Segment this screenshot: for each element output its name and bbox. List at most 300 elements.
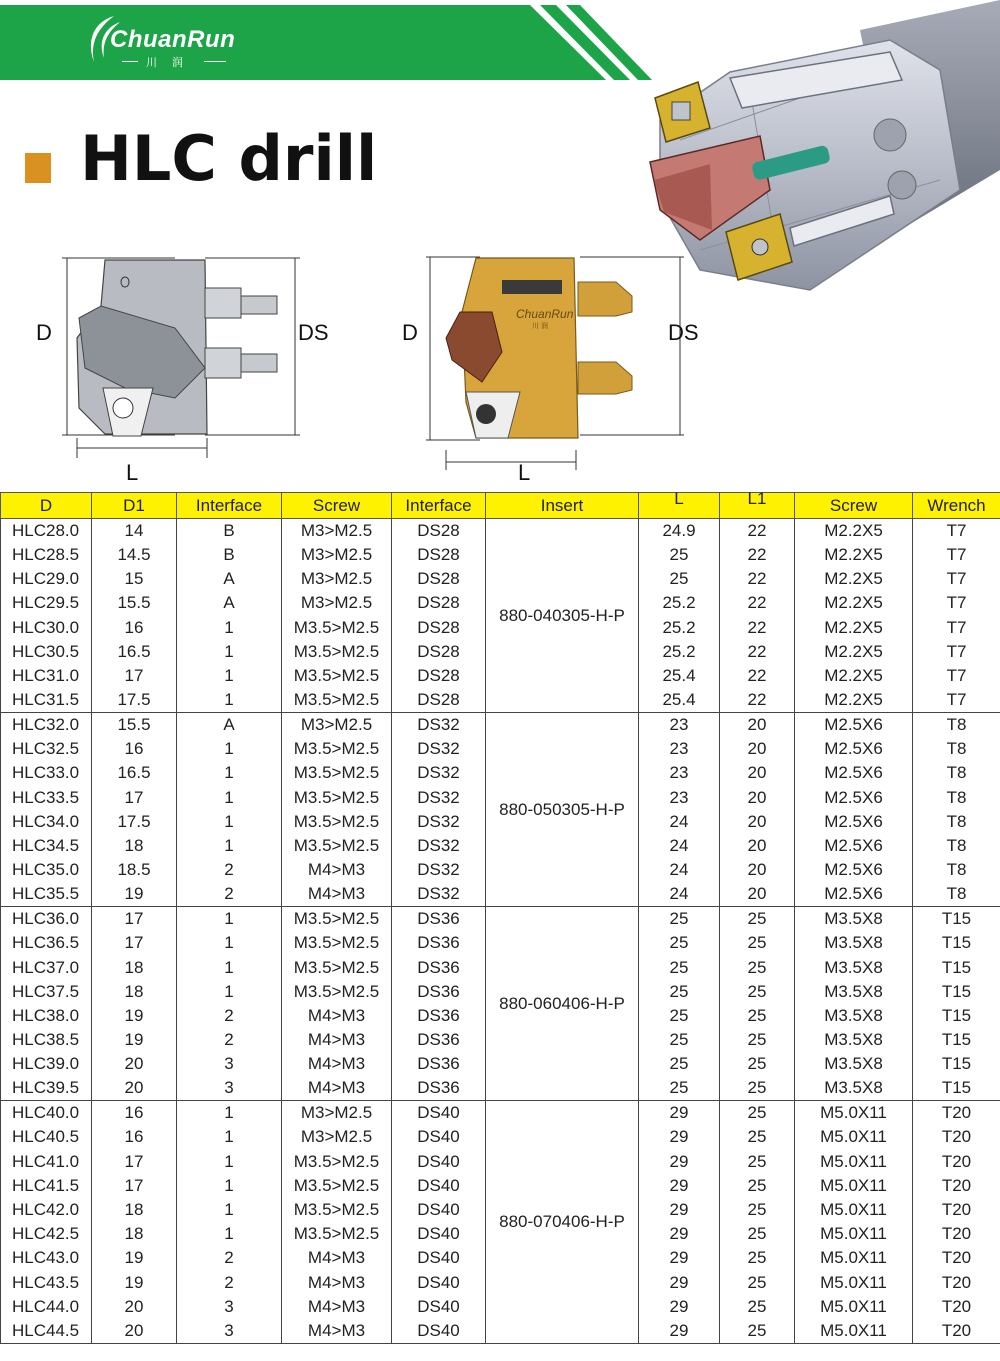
cell-interface: A (177, 567, 282, 591)
cell-wrench: T20 (913, 1222, 1000, 1246)
col-header-l: L (639, 493, 720, 519)
right-ds-label: DS (668, 320, 699, 345)
cell-d: HLC34.5 (1, 834, 92, 858)
cell-wrench: T7 (913, 567, 1000, 591)
brand-name: ChuanRun (110, 26, 236, 53)
cell-interface-ds: DS36 (392, 1076, 486, 1101)
cell-interface: 2 (177, 1004, 282, 1028)
cell-l: 25.4 (639, 688, 720, 713)
cell-l1: 25 (720, 1150, 795, 1174)
cell-d1: 18 (92, 1198, 177, 1222)
cell-wrench: T7 (913, 664, 1000, 688)
cell-d1: 17 (92, 1150, 177, 1174)
cell-interface: 1 (177, 640, 282, 664)
cell-d1: 19 (92, 882, 177, 907)
cell-l: 29 (639, 1271, 720, 1295)
cell-wrench: T7 (913, 591, 1000, 615)
cell-screw: M3>M2.5 (282, 543, 392, 567)
cell-d: HLC33.0 (1, 761, 92, 785)
cell-interface: 1 (177, 1125, 282, 1149)
cell-d: HLC30.0 (1, 616, 92, 640)
cell-d1: 17.5 (92, 688, 177, 713)
cell-d1: 19 (92, 1271, 177, 1295)
cell-interface-ds: DS28 (392, 543, 486, 567)
cell-insert: 880-050305-H-P (486, 713, 639, 907)
cell-d: HLC37.5 (1, 980, 92, 1004)
cell-interface: 3 (177, 1295, 282, 1319)
cell-insert-screw: M2.2X5 (795, 664, 913, 688)
cell-interface: 1 (177, 664, 282, 688)
cell-d: HLC34.0 (1, 810, 92, 834)
col-header-d1: D1 (92, 493, 177, 519)
table-row (1, 1101, 1000, 1126)
cell-screw: M3.5>M2.5 (282, 1198, 392, 1222)
cell-interface-ds: DS36 (392, 907, 486, 932)
cell-d1: 19 (92, 1246, 177, 1270)
cell-d1: 15.5 (92, 713, 177, 738)
cell-interface-ds: DS32 (392, 737, 486, 761)
table-body (1, 519, 1000, 1344)
cell-l: 23 (639, 737, 720, 761)
cell-d: HLC31.5 (1, 688, 92, 713)
cell-l1: 22 (720, 688, 795, 713)
cell-wrench: T8 (913, 834, 1000, 858)
cell-d: HLC40.0 (1, 1101, 92, 1126)
cell-wrench: T15 (913, 931, 1000, 955)
cell-screw: M3.5>M2.5 (282, 688, 392, 713)
cell-interface-ds: DS40 (392, 1222, 486, 1246)
cell-l1: 20 (720, 858, 795, 882)
cell-wrench: T20 (913, 1246, 1000, 1270)
title-bullet (25, 153, 51, 183)
cell-l: 25 (639, 980, 720, 1004)
cell-insert: 880-060406-H-P (486, 907, 639, 1101)
cell-l: 23 (639, 713, 720, 738)
right-d-label: D (402, 320, 418, 345)
cell-d: HLC28.0 (1, 519, 92, 544)
cell-interface-ds: DS40 (392, 1101, 486, 1126)
gold-logo-text: ChuanRun (516, 307, 574, 321)
cell-l: 24.9 (639, 519, 720, 544)
cell-wrench: T15 (913, 980, 1000, 1004)
col-header-d: D (1, 493, 92, 519)
cell-d1: 17.5 (92, 810, 177, 834)
cell-l1: 22 (720, 616, 795, 640)
cell-wrench: T15 (913, 1076, 1000, 1101)
cell-wrench: T20 (913, 1174, 1000, 1198)
cell-l1: 25 (720, 1004, 795, 1028)
cell-screw: M3.5>M2.5 (282, 1150, 392, 1174)
logo-rule-right (204, 61, 226, 62)
cell-interface: A (177, 591, 282, 615)
left-l-label: L (126, 460, 139, 485)
cell-interface-ds: DS32 (392, 834, 486, 858)
spec-table (0, 489, 1000, 1344)
cell-screw: M3>M2.5 (282, 519, 392, 544)
col-header-interface: Interface (177, 493, 282, 519)
cell-l1: 25 (720, 1246, 795, 1270)
cell-d: HLC35.5 (1, 882, 92, 907)
cell-l1: 25 (720, 1028, 795, 1052)
cell-wrench: T8 (913, 882, 1000, 907)
cell-wrench: T7 (913, 519, 1000, 544)
cell-interface-ds: DS28 (392, 519, 486, 544)
page-title: HLC drill (80, 122, 378, 195)
cell-l1: 25 (720, 1174, 795, 1198)
cell-screw: M3.5>M2.5 (282, 931, 392, 955)
cell-wrench: T15 (913, 907, 1000, 932)
cell-interface-ds: DS36 (392, 980, 486, 1004)
cell-interface-ds: DS28 (392, 664, 486, 688)
cell-l1: 22 (720, 640, 795, 664)
cell-d1: 19 (92, 1028, 177, 1052)
cell-wrench: T7 (913, 688, 1000, 713)
col-header-wrench: Wrench (913, 493, 1000, 519)
cell-insert-screw: M2.2X5 (795, 567, 913, 591)
cell-interface: 1 (177, 616, 282, 640)
cell-l: 29 (639, 1174, 720, 1198)
cell-l1: 25 (720, 1222, 795, 1246)
cell-interface-ds: DS40 (392, 1198, 486, 1222)
cell-insert-screw: M2.2X5 (795, 640, 913, 664)
cell-l: 25 (639, 567, 720, 591)
cell-l: 29 (639, 1295, 720, 1319)
cell-d: HLC39.5 (1, 1076, 92, 1101)
cell-screw: M3.5>M2.5 (282, 955, 392, 979)
brand-subtitle: 川 润 (146, 57, 190, 69)
cell-screw: M4>M3 (282, 1319, 392, 1344)
cell-wrench: T20 (913, 1295, 1000, 1319)
cell-insert-screw: M2.5X6 (795, 786, 913, 810)
cell-d1: 18 (92, 1222, 177, 1246)
cell-d1: 16.5 (92, 640, 177, 664)
cell-d1: 16 (92, 737, 177, 761)
cell-screw: M4>M3 (282, 1246, 392, 1270)
cell-screw: M4>M3 (282, 882, 392, 907)
cell-screw: M3.5>M2.5 (282, 761, 392, 785)
cell-l1: 22 (720, 567, 795, 591)
table-header-row (1, 493, 1000, 519)
cell-d1: 16 (92, 1125, 177, 1149)
drill-head-gold-drawing (420, 252, 690, 474)
cell-d: HLC31.0 (1, 664, 92, 688)
cell-l: 25 (639, 1004, 720, 1028)
cell-d1: 17 (92, 664, 177, 688)
cell-interface-ds: DS28 (392, 640, 486, 664)
cell-insert-screw: M5.0X11 (795, 1125, 913, 1149)
cell-d: HLC43.5 (1, 1271, 92, 1295)
cell-d: HLC44.5 (1, 1319, 92, 1344)
cell-l: 25 (639, 1052, 720, 1076)
cell-l: 29 (639, 1150, 720, 1174)
cell-l1: 25 (720, 1319, 795, 1344)
cell-screw: M3>M2.5 (282, 713, 392, 738)
cell-l: 25.4 (639, 664, 720, 688)
cell-l1: 22 (720, 591, 795, 615)
cell-interface: 2 (177, 1246, 282, 1270)
cell-l: 29 (639, 1198, 720, 1222)
cell-interface-ds: DS28 (392, 591, 486, 615)
cell-interface: B (177, 519, 282, 544)
cell-l: 24 (639, 834, 720, 858)
cell-d1: 18 (92, 834, 177, 858)
cell-interface: 1 (177, 737, 282, 761)
cell-screw: M3>M2.5 (282, 591, 392, 615)
cell-l1: 25 (720, 1295, 795, 1319)
cell-interface: 1 (177, 761, 282, 785)
cell-interface-ds: DS40 (392, 1125, 486, 1149)
cell-insert-screw: M5.0X11 (795, 1174, 913, 1198)
cell-d1: 20 (92, 1295, 177, 1319)
cell-d: HLC38.5 (1, 1028, 92, 1052)
cell-d1: 17 (92, 1174, 177, 1198)
cell-l: 29 (639, 1246, 720, 1270)
cell-screw: M3.5>M2.5 (282, 1222, 392, 1246)
cell-interface: 1 (177, 1222, 282, 1246)
cell-wrench: T7 (913, 543, 1000, 567)
cell-screw: M3.5>M2.5 (282, 786, 392, 810)
cell-interface-ds: DS32 (392, 858, 486, 882)
cell-screw: M4>M3 (282, 1295, 392, 1319)
cell-interface: 1 (177, 1101, 282, 1126)
cell-l1: 20 (720, 761, 795, 785)
cell-interface-ds: DS28 (392, 688, 486, 713)
left-ds-label: DS (298, 320, 329, 345)
cell-interface-ds: DS40 (392, 1271, 486, 1295)
cell-interface: 1 (177, 786, 282, 810)
cell-insert-screw: M2.2X5 (795, 616, 913, 640)
cell-insert-screw: M5.0X11 (795, 1101, 913, 1126)
cell-l: 23 (639, 786, 720, 810)
cell-l1: 25 (720, 980, 795, 1004)
cell-interface: 1 (177, 1174, 282, 1198)
cell-insert-screw: M3.5X8 (795, 907, 913, 932)
cell-insert-screw: M2.2X5 (795, 591, 913, 615)
cell-screw: M4>M3 (282, 1004, 392, 1028)
cell-l: 25.2 (639, 616, 720, 640)
cell-l: 25 (639, 543, 720, 567)
cell-interface: 1 (177, 907, 282, 932)
cell-screw: M4>M3 (282, 1271, 392, 1295)
cell-d1: 15 (92, 567, 177, 591)
cell-screw: M4>M3 (282, 1028, 392, 1052)
cell-interface-ds: DS36 (392, 931, 486, 955)
cell-wrench: T8 (913, 713, 1000, 738)
cell-l: 29 (639, 1125, 720, 1149)
cell-d: HLC28.5 (1, 543, 92, 567)
cell-l: 29 (639, 1101, 720, 1126)
cell-screw: M3>M2.5 (282, 1125, 392, 1149)
cell-interface: 1 (177, 980, 282, 1004)
cell-l1: 20 (720, 882, 795, 907)
cell-interface-ds: DS32 (392, 786, 486, 810)
cell-interface: 3 (177, 1052, 282, 1076)
cell-l1: 25 (720, 907, 795, 932)
cell-l1: 20 (720, 713, 795, 738)
cell-l: 25 (639, 931, 720, 955)
cell-d1: 19 (92, 1004, 177, 1028)
cell-l1: 25 (720, 1052, 795, 1076)
cell-insert-screw: M3.5X8 (795, 1004, 913, 1028)
gold-logo-subtext: 川 润 (532, 323, 548, 330)
cell-d1: 20 (92, 1052, 177, 1076)
cell-insert-screw: M2.2X5 (795, 688, 913, 713)
cell-wrench: T8 (913, 737, 1000, 761)
cell-insert-screw: M5.0X11 (795, 1150, 913, 1174)
cell-d1: 20 (92, 1319, 177, 1344)
col-header-insert: Insert (486, 493, 639, 519)
cell-l1: 22 (720, 664, 795, 688)
cell-d: HLC41.0 (1, 1150, 92, 1174)
cell-interface: 1 (177, 688, 282, 713)
cell-screw: M3.5>M2.5 (282, 1174, 392, 1198)
cell-insert: 880-040305-H-P (486, 519, 639, 713)
cell-wrench: T8 (913, 761, 1000, 785)
cell-screw: M4>M3 (282, 1052, 392, 1076)
cell-interface: 1 (177, 834, 282, 858)
cell-screw: M3.5>M2.5 (282, 664, 392, 688)
cell-l: 25 (639, 907, 720, 932)
cell-insert-screw: M3.5X8 (795, 1076, 913, 1101)
cell-interface: 1 (177, 810, 282, 834)
cell-l1: 20 (720, 834, 795, 858)
cell-interface-ds: DS40 (392, 1295, 486, 1319)
cell-d: HLC30.5 (1, 640, 92, 664)
cell-d1: 18 (92, 955, 177, 979)
cell-interface: 1 (177, 1150, 282, 1174)
table-row (1, 713, 1000, 738)
cell-l1: 25 (720, 1125, 795, 1149)
cell-l: 23 (639, 761, 720, 785)
cell-wrench: T15 (913, 955, 1000, 979)
cell-interface: 3 (177, 1319, 282, 1344)
brand-logo (84, 10, 254, 72)
cell-wrench: T7 (913, 640, 1000, 664)
cell-screw: M3.5>M2.5 (282, 810, 392, 834)
cell-insert-screw: M2.2X5 (795, 519, 913, 544)
cell-d1: 17 (92, 786, 177, 810)
cell-l: 25.2 (639, 640, 720, 664)
col-header-insert-screw: Screw (795, 493, 913, 519)
cell-insert-screw: M5.0X11 (795, 1246, 913, 1270)
cell-insert-screw: M2.5X6 (795, 737, 913, 761)
cell-l1: 20 (720, 810, 795, 834)
cell-wrench: T8 (913, 810, 1000, 834)
cell-interface-ds: DS28 (392, 567, 486, 591)
cell-interface: B (177, 543, 282, 567)
cell-l: 24 (639, 810, 720, 834)
cell-insert-screw: M3.5X8 (795, 955, 913, 979)
cell-interface: 3 (177, 1076, 282, 1101)
cell-d: HLC29.5 (1, 591, 92, 615)
drill-head-grey-drawing (55, 248, 305, 468)
cell-d1: 20 (92, 1076, 177, 1101)
cell-d1: 18 (92, 980, 177, 1004)
cell-interface: 2 (177, 882, 282, 907)
col-header-l1: L1 (720, 493, 795, 519)
cell-insert-screw: M3.5X8 (795, 1052, 913, 1076)
cell-d1: 15.5 (92, 591, 177, 615)
cell-wrench: T15 (913, 1004, 1000, 1028)
cell-d1: 14 (92, 519, 177, 544)
cell-interface-ds: DS28 (392, 616, 486, 640)
cell-insert-screw: M2.5X6 (795, 761, 913, 785)
cell-l1: 25 (720, 955, 795, 979)
col-header-interface-ds: Interface (392, 493, 486, 519)
cell-insert-screw: M2.5X6 (795, 882, 913, 907)
logo-rule-left (122, 61, 138, 62)
cell-interface-ds: DS32 (392, 761, 486, 785)
cell-interface-ds: DS40 (392, 1246, 486, 1270)
cell-interface: 1 (177, 955, 282, 979)
cell-l: 29 (639, 1319, 720, 1344)
cell-interface-ds: DS32 (392, 882, 486, 907)
cell-d: HLC35.0 (1, 858, 92, 882)
cell-l1: 22 (720, 543, 795, 567)
cell-d1: 14.5 (92, 543, 177, 567)
left-d-label: D (36, 320, 52, 345)
cell-wrench: T20 (913, 1319, 1000, 1344)
cell-screw: M3.5>M2.5 (282, 907, 392, 932)
cell-d: HLC33.5 (1, 786, 92, 810)
cell-insert-screw: M3.5X8 (795, 1028, 913, 1052)
cell-d: HLC36.0 (1, 907, 92, 932)
cell-interface-ds: DS36 (392, 1028, 486, 1052)
cell-l1: 25 (720, 1271, 795, 1295)
cell-insert-screw: M2.5X6 (795, 810, 913, 834)
cell-d1: 16.5 (92, 761, 177, 785)
cell-d: HLC40.5 (1, 1125, 92, 1149)
table-row (1, 907, 1000, 932)
cell-wrench: T20 (913, 1150, 1000, 1174)
cell-screw: M3>M2.5 (282, 567, 392, 591)
cell-interface-ds: DS32 (392, 713, 486, 738)
cell-d: HLC44.0 (1, 1295, 92, 1319)
cell-d: HLC32.5 (1, 737, 92, 761)
cell-interface: A (177, 713, 282, 738)
cell-wrench: T20 (913, 1125, 1000, 1149)
cell-interface-ds: DS40 (392, 1174, 486, 1198)
cell-insert-screw: M2.5X6 (795, 858, 913, 882)
cell-wrench: T7 (913, 616, 1000, 640)
cell-wrench: T20 (913, 1198, 1000, 1222)
cell-insert-screw: M3.5X8 (795, 980, 913, 1004)
cell-d: HLC32.0 (1, 713, 92, 738)
cell-interface-ds: DS40 (392, 1319, 486, 1344)
cell-screw: M3.5>M2.5 (282, 737, 392, 761)
cell-interface-ds: DS40 (392, 1150, 486, 1174)
cell-interface: 2 (177, 1271, 282, 1295)
cell-interface-ds: DS36 (392, 1052, 486, 1076)
cell-d1: 16 (92, 1101, 177, 1126)
cell-insert-screw: M3.5X8 (795, 931, 913, 955)
cell-d: HLC42.5 (1, 1222, 92, 1246)
cell-l1: 20 (720, 737, 795, 761)
cell-insert-screw: M5.0X11 (795, 1222, 913, 1246)
cell-d: HLC38.0 (1, 1004, 92, 1028)
cell-l: 24 (639, 858, 720, 882)
cell-l1: 25 (720, 1101, 795, 1126)
cell-l: 25 (639, 1028, 720, 1052)
cell-l: 25 (639, 955, 720, 979)
cell-l1: 25 (720, 1198, 795, 1222)
cell-d: HLC43.0 (1, 1246, 92, 1270)
cell-d1: 18.5 (92, 858, 177, 882)
cell-insert: 880-070406-H-P (486, 1101, 639, 1344)
cell-d: HLC29.0 (1, 567, 92, 591)
cell-insert-screw: M5.0X11 (795, 1271, 913, 1295)
cell-l: 24 (639, 882, 720, 907)
